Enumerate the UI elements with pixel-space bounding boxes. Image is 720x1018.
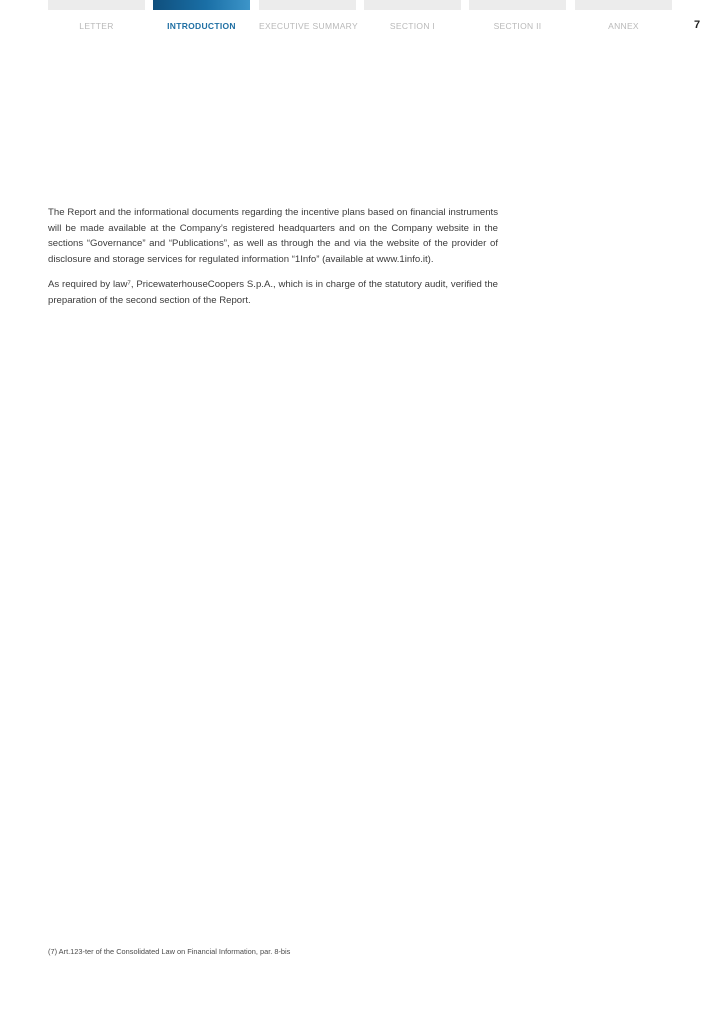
paragraph-availability: The Report and the informational documents regarding the incentive plans based on financial instruments will be made available at the Company’s registered headquarters and on the Company website in the sections “Governance” and “Publications”, as well as through the and via the website of the provider of disclosure and storage services for regulated information “1Info” (available at www.1info.it). <box>48 207 498 265</box>
body-text <box>48 205 498 319</box>
tab-section-i[interactable] <box>364 0 461 34</box>
tab-introduction-label: INTRODUCTION <box>167 21 236 31</box>
tab-executive-summary-label: EXECUTIVE SUMMARY <box>259 21 358 31</box>
tab-executive-summary[interactable] <box>259 0 356 34</box>
tab-letter-bar <box>48 0 145 10</box>
section-navigation <box>48 0 672 34</box>
tab-letter-label: LETTER <box>79 21 114 31</box>
tab-introduction-bar <box>153 0 250 10</box>
tab-annex-label: ANNEX <box>608 21 639 31</box>
tab-section-i-bar <box>364 0 461 10</box>
paragraph-audit: As required by law⁷, PricewaterhouseCoopers S.p.A., which is in charge of the statutory audit, verified the preparation of the second section of the Report. <box>48 279 498 306</box>
tab-annex[interactable] <box>575 0 672 34</box>
tab-executive-summary-bar <box>259 0 356 10</box>
tab-letter[interactable] <box>48 0 145 34</box>
footnote: (7) Art.123-ter of the Consolidated Law on Financial Information, par. 8-bis <box>48 947 291 956</box>
tab-introduction[interactable] <box>153 0 250 34</box>
tab-section-ii[interactable] <box>469 0 566 34</box>
tab-annex-bar <box>575 0 672 10</box>
tab-section-ii-bar <box>469 0 566 10</box>
page-number: 7 <box>693 19 701 31</box>
tab-section-ii-label: SECTION II <box>493 21 542 31</box>
tab-section-i-label: SECTION I <box>389 21 436 31</box>
